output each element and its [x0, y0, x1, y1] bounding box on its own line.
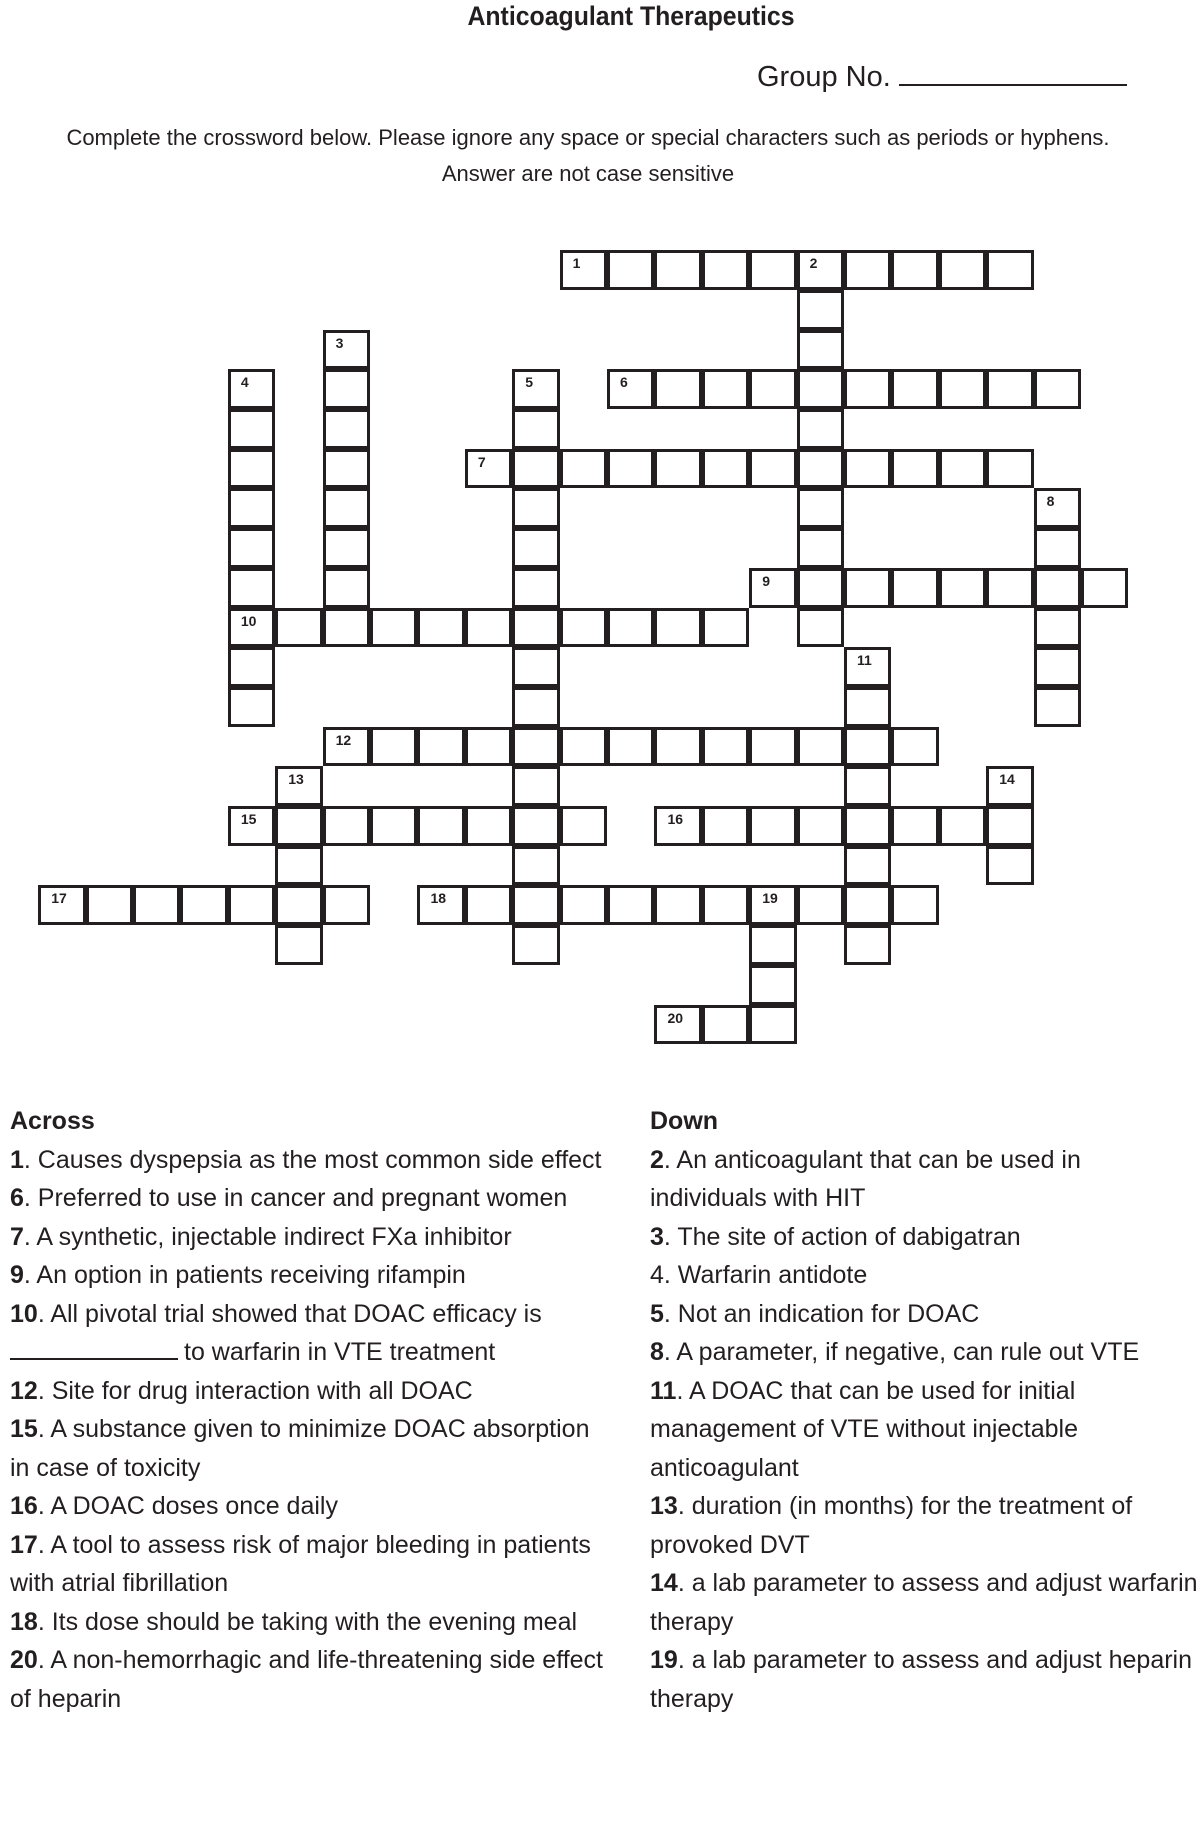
- crossword-cell[interactable]: [228, 608, 275, 648]
- crossword-cell[interactable]: [560, 250, 607, 290]
- crossword-cell[interactable]: [702, 250, 749, 290]
- crossword-cell[interactable]: [323, 330, 370, 370]
- crossword-cell[interactable]: [560, 727, 607, 767]
- clue-number: 2: [650, 1145, 664, 1174]
- clue-number: 13: [288, 771, 304, 788]
- crossword-cell[interactable]: [844, 806, 891, 846]
- crossword-cell[interactable]: [749, 568, 796, 608]
- clue-number: 8: [650, 1338, 664, 1366]
- crossword-cell[interactable]: [228, 369, 275, 409]
- across-clue-15: 15. A substance given to minimize DOAC absorption in case of toxicity: [10, 1415, 590, 1482]
- clue-number: 18: [10, 1607, 38, 1636]
- crossword-cell[interactable]: [512, 449, 559, 489]
- crossword-cell[interactable]: [560, 885, 607, 925]
- crossword-cell[interactable]: [512, 925, 559, 965]
- crossword-cell[interactable]: [654, 369, 701, 409]
- crossword-cell[interactable]: [939, 369, 986, 409]
- crossword-cell[interactable]: [465, 885, 512, 925]
- crossword-cell[interactable]: [749, 250, 796, 290]
- crossword-cell[interactable]: [749, 965, 796, 1005]
- clue-number: 15: [10, 1415, 38, 1443]
- crossword-cell[interactable]: [512, 647, 559, 687]
- crossword-cell[interactable]: [797, 568, 844, 608]
- crossword-cell[interactable]: [986, 766, 1033, 806]
- clue-number: 7: [10, 1222, 24, 1251]
- crossword-cell[interactable]: [512, 369, 559, 409]
- crossword-cell[interactable]: [702, 369, 749, 409]
- crossword-cell[interactable]: [749, 1005, 796, 1045]
- crossword-cell[interactable]: [228, 647, 275, 687]
- crossword-cell[interactable]: [465, 449, 512, 489]
- crossword-cell[interactable]: [844, 568, 891, 608]
- page-title: Anticoagulant Therapeutics: [467, 1, 795, 31]
- crossword-cell[interactable]: [323, 608, 370, 648]
- crossword-cell[interactable]: [1034, 608, 1081, 648]
- crossword-cell[interactable]: [512, 846, 559, 886]
- crossword-cell[interactable]: [844, 766, 891, 806]
- down-clue-list: [650, 1141, 1200, 1719]
- crossword-cell[interactable]: [797, 727, 844, 767]
- crossword-cell[interactable]: [465, 727, 512, 767]
- down-clues: [650, 1102, 1200, 1718]
- across-clue-1: 1. Causes dyspepsia as the most common side effect: [10, 1145, 602, 1174]
- crossword-cell[interactable]: [512, 528, 559, 568]
- crossword-cell[interactable]: [749, 885, 796, 925]
- crossword-cell[interactable]: [797, 449, 844, 489]
- crossword-cell[interactable]: [891, 885, 938, 925]
- crossword-cell[interactable]: [512, 409, 559, 449]
- crossword-cell[interactable]: [986, 449, 1033, 489]
- across-clue-16: 16. A DOAC doses once daily: [10, 1492, 338, 1520]
- clue-number: 3: [335, 334, 344, 351]
- crossword-cell[interactable]: [512, 608, 559, 648]
- crossword-cell[interactable]: [607, 369, 654, 409]
- crossword-cell[interactable]: [370, 806, 417, 846]
- crossword-cell[interactable]: [702, 727, 749, 767]
- clue-number: 5: [525, 374, 534, 391]
- clue-number: 16: [667, 811, 684, 828]
- crossword-cell[interactable]: [654, 806, 701, 846]
- crossword-cell[interactable]: [1034, 647, 1081, 687]
- crossword-cell[interactable]: [797, 409, 844, 449]
- group-number-label: Group No.: [757, 61, 891, 93]
- crossword-cell[interactable]: [38, 885, 85, 925]
- clue-number: 1: [10, 1145, 24, 1174]
- crossword-cell[interactable]: [560, 449, 607, 489]
- crossword-cell[interactable]: [512, 727, 559, 767]
- crossword-cell[interactable]: [654, 885, 701, 925]
- crossword-cell[interactable]: [844, 846, 891, 886]
- crossword-cell[interactable]: [749, 369, 796, 409]
- down-clue-19: 19. a lab parameter to assess and adjust heparin therapy: [650, 1646, 1193, 1713]
- crossword-cell[interactable]: [275, 766, 322, 806]
- across-clue-20: 20. A non-hemorrhagic and life-threatening side effect of heparin: [10, 1646, 603, 1713]
- crossword-cell[interactable]: [228, 488, 275, 528]
- crossword-cell[interactable]: [702, 608, 749, 648]
- crossword-cell[interactable]: [133, 885, 180, 925]
- crossword-cell[interactable]: [180, 885, 227, 925]
- clue-number: 11: [650, 1376, 677, 1405]
- crossword-cell[interactable]: [228, 806, 275, 846]
- crossword-cell[interactable]: [797, 608, 844, 648]
- crossword-cell[interactable]: [607, 250, 654, 290]
- clue-number: 10: [10, 1299, 38, 1328]
- crossword-cell[interactable]: [939, 449, 986, 489]
- down-clue-8: 8. A parameter, if negative, can rule out VTE: [650, 1338, 1140, 1366]
- crossword-cell[interactable]: [275, 846, 322, 886]
- crossword-cell[interactable]: [654, 250, 701, 290]
- clue-number: 20: [667, 1009, 684, 1026]
- clue-number: 13: [650, 1492, 678, 1520]
- crossword-cell[interactable]: [323, 528, 370, 568]
- clue-number: 7: [477, 453, 486, 470]
- crossword-cell[interactable]: [844, 449, 891, 489]
- crossword-cell[interactable]: [275, 925, 322, 965]
- crossword-cell[interactable]: [702, 449, 749, 489]
- down-heading: Down: [650, 1107, 719, 1135]
- crossword-cell[interactable]: [417, 608, 464, 648]
- clue-number: 1: [572, 255, 581, 272]
- down-clue-11: 11. A DOAC that can be used for initial management of VTE without injectable anticoagulant: [650, 1376, 1079, 1482]
- instructions-line-1: Complete the crossword below. Please ignore any space or special characters such as periods or hyphens.: [66, 125, 1110, 150]
- crossword-cell[interactable]: [844, 925, 891, 965]
- crossword-cell[interactable]: [512, 885, 559, 925]
- crossword-cell[interactable]: [891, 369, 938, 409]
- across-clue-17: 17. A tool to assess risk of major bleeding in patients with atrial fibrillation: [10, 1530, 591, 1597]
- crossword-cell[interactable]: [986, 250, 1033, 290]
- clue-number: 6: [10, 1184, 24, 1212]
- crossword-cell[interactable]: [1034, 369, 1081, 409]
- clue-number: 12: [10, 1376, 38, 1405]
- crossword-cell[interactable]: [275, 806, 322, 846]
- crossword-cell[interactable]: [275, 608, 322, 648]
- across-clue-6: 6. Preferred to use in cancer and pregnant women: [10, 1184, 568, 1212]
- crossword-cell[interactable]: [417, 727, 464, 767]
- crossword-cell[interactable]: [891, 449, 938, 489]
- down-clue-4: 4. Warfarin antidote: [650, 1261, 868, 1289]
- crossword-cell[interactable]: [844, 885, 891, 925]
- crossword-cell[interactable]: [986, 806, 1033, 846]
- crossword-cell[interactable]: [891, 250, 938, 290]
- clue-number: 19: [650, 1646, 678, 1674]
- clue-number: 19: [762, 890, 778, 907]
- crossword-cell[interactable]: [512, 687, 559, 727]
- clue-number: 20: [10, 1646, 38, 1674]
- clue-number: 14: [999, 771, 1015, 788]
- crossword-cell[interactable]: [228, 409, 275, 449]
- crossword-cell[interactable]: [512, 568, 559, 608]
- down-clue-2: 2. An anticoagulant that can be used in individuals with HIT: [650, 1145, 1081, 1212]
- clue-number: 9: [10, 1261, 24, 1289]
- crossword-cell[interactable]: [654, 1005, 701, 1045]
- clue-number: 16: [10, 1492, 38, 1520]
- crossword-cell[interactable]: [465, 608, 512, 648]
- crossword-cell[interactable]: [417, 885, 464, 925]
- clue-number: 9: [762, 572, 771, 589]
- crossword-cell[interactable]: [844, 250, 891, 290]
- crossword-cell[interactable]: [228, 568, 275, 608]
- crossword-cell[interactable]: [512, 488, 559, 528]
- crossword-cell[interactable]: [370, 608, 417, 648]
- crossword-cell[interactable]: [797, 290, 844, 330]
- crossword-cell[interactable]: [228, 528, 275, 568]
- clue-number: 4: [650, 1261, 664, 1289]
- across-clue-list: [10, 1141, 610, 1719]
- clue-number: 18: [430, 890, 447, 907]
- across-clues: [10, 1102, 610, 1718]
- crossword-cell[interactable]: [702, 1005, 749, 1045]
- crossword-cell[interactable]: [986, 846, 1033, 886]
- clue-number: 12: [335, 731, 352, 748]
- clue-number: 14: [650, 1569, 678, 1597]
- clue-number: 11: [857, 652, 872, 669]
- crossword-cell[interactable]: [560, 806, 607, 846]
- down-clue-14: 14. a lab parameter to assess and adjust warfarin therapy: [650, 1569, 1198, 1636]
- crossword-cell[interactable]: [702, 806, 749, 846]
- crossword-cell[interactable]: [797, 806, 844, 846]
- clue-number: 10: [240, 612, 257, 629]
- crossword-cell[interactable]: [939, 568, 986, 608]
- down-clue-5: 5. Not an indication for DOAC: [650, 1299, 980, 1328]
- crossword-cell[interactable]: [891, 806, 938, 846]
- crossword-cell[interactable]: [749, 806, 796, 846]
- crossword-cell[interactable]: [1034, 528, 1081, 568]
- crossword-cell[interactable]: [228, 449, 275, 489]
- crossword-cell[interactable]: [323, 806, 370, 846]
- crossword-cell[interactable]: [607, 449, 654, 489]
- crossword-cell[interactable]: [939, 806, 986, 846]
- crossword-cell[interactable]: [986, 568, 1033, 608]
- crossword-cell[interactable]: [370, 727, 417, 767]
- crossword-cell[interactable]: [323, 409, 370, 449]
- across-heading: Across: [10, 1107, 95, 1135]
- across-clue-12: 12. Site for drug interaction with all DOAC: [10, 1376, 473, 1405]
- crossword-cell[interactable]: [275, 885, 322, 925]
- clue-number: 5: [650, 1299, 664, 1328]
- down-clue-13: 13. duration (in months) for the treatment of provoked DVT: [650, 1492, 1133, 1559]
- crossword-cell[interactable]: [417, 806, 464, 846]
- crossword-cell[interactable]: [891, 727, 938, 767]
- crossword-cell[interactable]: [654, 449, 701, 489]
- crossword-cell[interactable]: [797, 369, 844, 409]
- across-clue-18: 18. Its dose should be taking with the evening meal: [10, 1607, 578, 1636]
- instructions-line-2: Answer are not case sensitive: [441, 161, 735, 186]
- fill-in-blank: [10, 1334, 178, 1360]
- clue-number: 8: [1046, 493, 1055, 510]
- down-clue-3: 3. The site of action of dabigatran: [650, 1222, 1021, 1251]
- crossword-cell[interactable]: [323, 568, 370, 608]
- crossword-cell[interactable]: [654, 608, 701, 648]
- across-clue-7: 7. A synthetic, injectable indirect FXa inhibitor: [10, 1222, 512, 1251]
- crossword-cell[interactable]: [607, 727, 654, 767]
- crossword-cell[interactable]: [323, 449, 370, 489]
- across-clue-10: 10. All pivotal trial showed that DOAC efficacy is to warfarin in VTE treatment: [10, 1299, 542, 1366]
- crossword-cell[interactable]: [228, 687, 275, 727]
- clue-number: 17: [51, 890, 67, 907]
- clue-number: 3: [650, 1222, 664, 1251]
- crossword-cell[interactable]: [512, 766, 559, 806]
- crossword-cell[interactable]: [797, 488, 844, 528]
- crossword-cell[interactable]: [607, 608, 654, 648]
- clue-number: 2: [809, 255, 818, 272]
- crossword-cell[interactable]: [1034, 568, 1081, 608]
- crossword-cell[interactable]: [1034, 488, 1081, 528]
- crossword-cell[interactable]: [986, 369, 1033, 409]
- crossword-cell[interactable]: [844, 647, 891, 687]
- crossword-cell[interactable]: [797, 330, 844, 370]
- crossword-cell[interactable]: [844, 727, 891, 767]
- crossword-cell[interactable]: [228, 885, 275, 925]
- crossword-cell[interactable]: [797, 250, 844, 290]
- crossword-cell[interactable]: [323, 727, 370, 767]
- crossword-cell[interactable]: [323, 488, 370, 528]
- crossword-cell[interactable]: [844, 369, 891, 409]
- across-clue-9: 9. An option in patients receiving rifampin: [10, 1261, 466, 1289]
- crossword-cell[interactable]: [702, 885, 749, 925]
- clue-number: 4: [240, 374, 249, 391]
- clue-number: 15: [240, 811, 257, 828]
- crossword-cell[interactable]: [749, 925, 796, 965]
- clue-number: 6: [620, 374, 628, 391]
- crossword-cell[interactable]: [323, 885, 370, 925]
- crossword-cell[interactable]: [560, 608, 607, 648]
- crossword-cell[interactable]: [797, 885, 844, 925]
- clue-number: 17: [10, 1530, 38, 1559]
- crossword-cell[interactable]: [86, 885, 133, 925]
- crossword-cell[interactable]: [749, 449, 796, 489]
- crossword-cell[interactable]: [512, 806, 559, 846]
- crossword-cell[interactable]: [844, 687, 891, 727]
- crossword-cell[interactable]: [654, 727, 701, 767]
- crossword-cell[interactable]: [797, 528, 844, 568]
- crossword-cell[interactable]: [323, 369, 370, 409]
- crossword-cell[interactable]: [607, 885, 654, 925]
- crossword-cell[interactable]: [1081, 568, 1128, 608]
- crossword-cell[interactable]: [891, 568, 938, 608]
- crossword-cell[interactable]: [1034, 687, 1081, 727]
- crossword-cell[interactable]: [939, 250, 986, 290]
- crossword-cell[interactable]: [749, 727, 796, 767]
- crossword-cell[interactable]: [465, 806, 512, 846]
